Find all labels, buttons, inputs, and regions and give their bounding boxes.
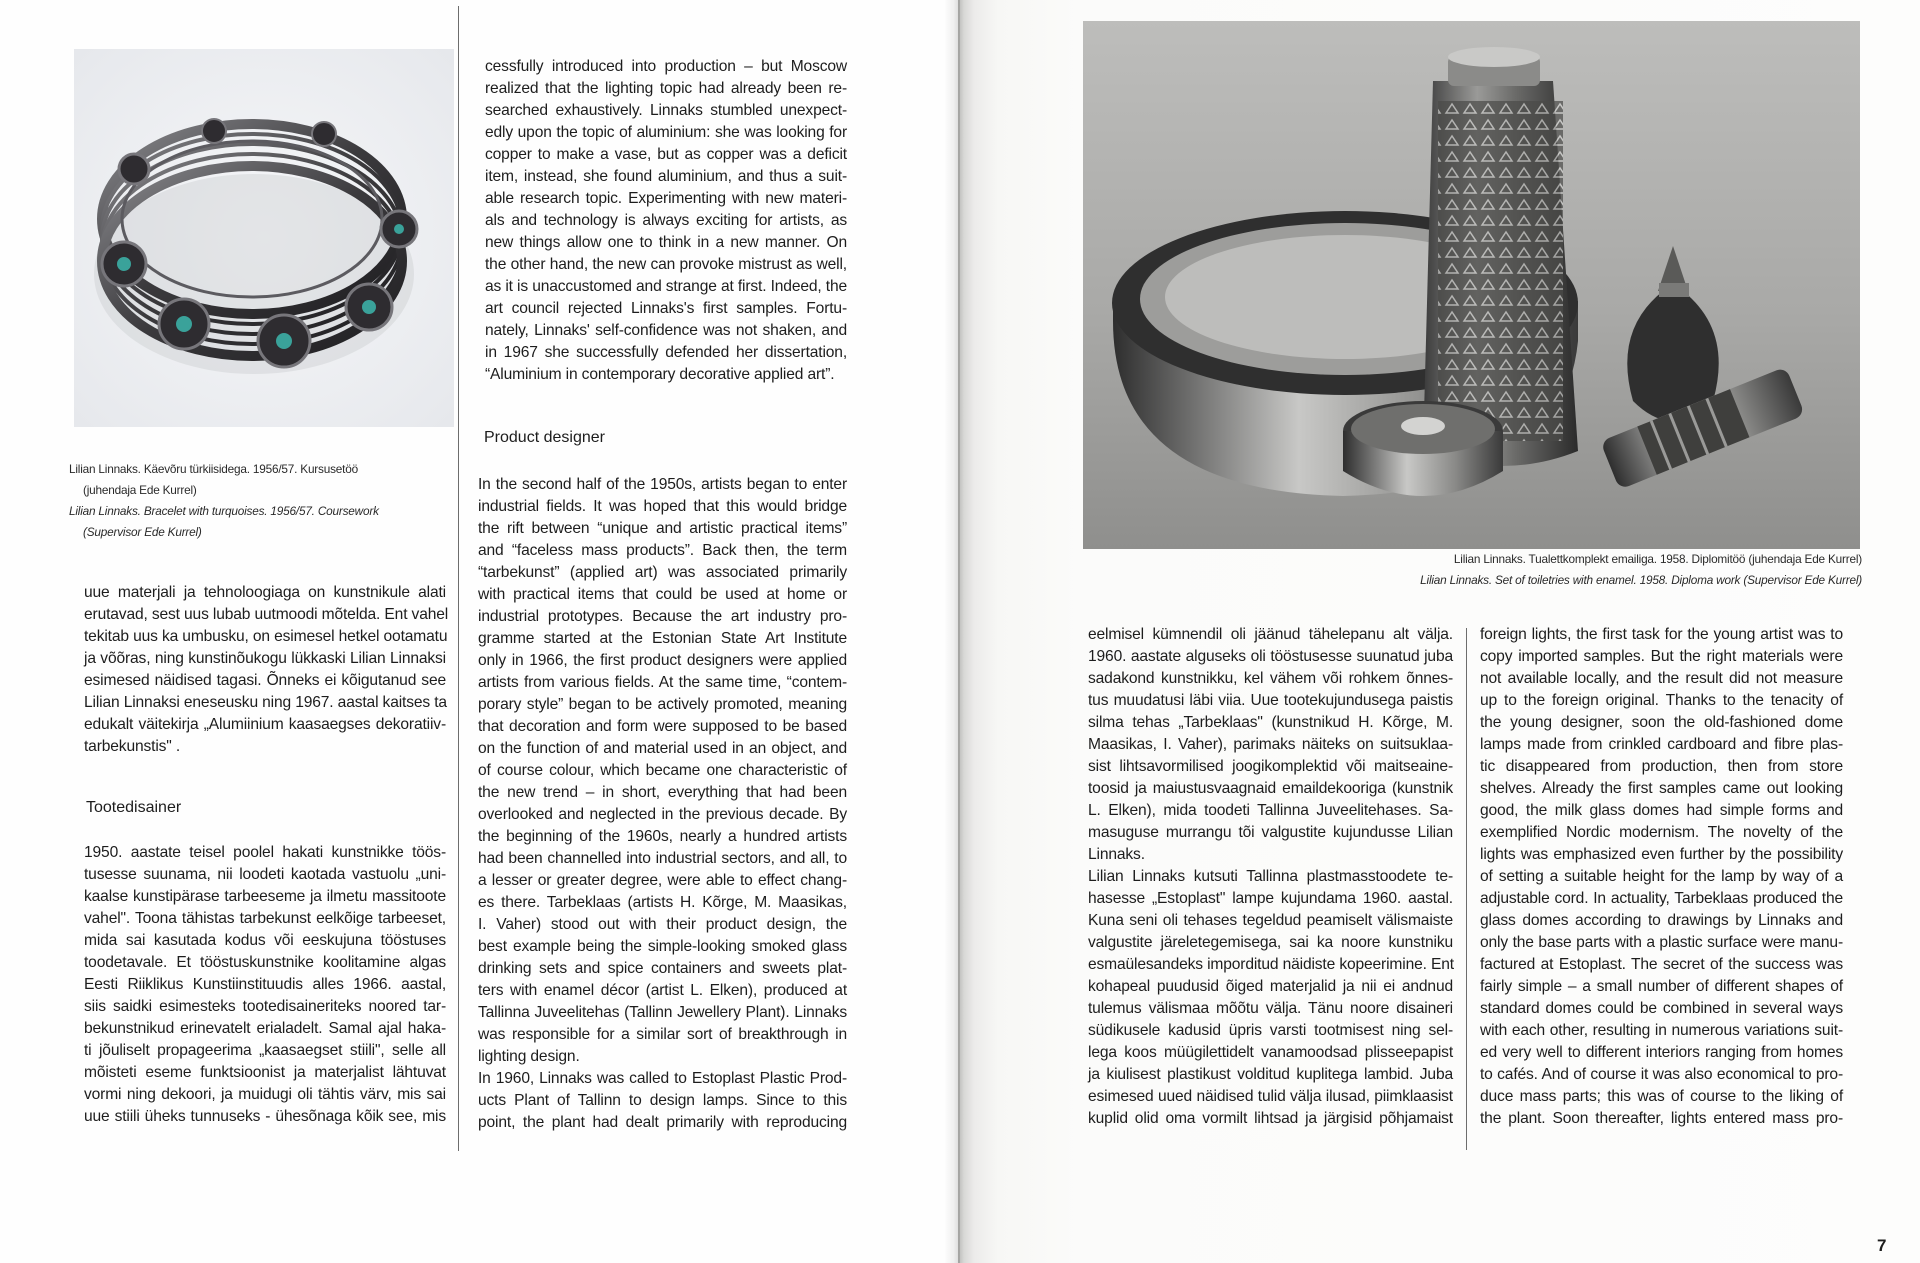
text-line: the other hand, the new can provoke mistrust as well, bbox=[485, 256, 847, 273]
text-line: Maasikas, I. Vaher), parimaks näiteks on suitsuklaa- bbox=[1088, 736, 1453, 753]
text-line: ters with enamel décor (artist L. Elken), produced at bbox=[478, 982, 847, 999]
text-line: best example being the simple-looking smoked glass bbox=[478, 938, 847, 955]
text-line: esimesed uued näidised tulid välja ilusad, piimklaasist bbox=[1088, 1088, 1453, 1105]
column2-paragraph1 bbox=[485, 56, 847, 386]
text-line: up to the foreign original. Thanks to the tenacity of bbox=[1480, 692, 1843, 709]
toiletries-photo bbox=[1083, 21, 1860, 549]
text-line: industrial prototypes. Because the art industry pro- bbox=[478, 608, 847, 625]
caption-et-line: Lilian Linnaks. Käevõru türkiisidega. 1956/57. Kursusetöö bbox=[69, 462, 358, 476]
text-line: lights was emphasized even further by the possibility bbox=[1480, 846, 1843, 863]
text-line: lighting design. bbox=[478, 1048, 580, 1065]
text-line: ucts Plant of Tallinn to design lamps. Since to this bbox=[478, 1092, 847, 1109]
text-line: searched exhaustively. Linnaks stumbled unexpect- bbox=[485, 102, 847, 119]
text-line: es there. Tarbeklaas (artists H. Kõrge, M. Maasikas, bbox=[478, 894, 847, 911]
text-line: kuplid olid oma vormilt lihtsad ja järgisid põhjamaist bbox=[1088, 1110, 1453, 1127]
text-line: mida sai kasutada kodus või eeskujuna tööstuses bbox=[84, 932, 446, 949]
text-line: of course colour, which became one characteristic of bbox=[478, 762, 847, 779]
text-line: hasesse „Estoplast" lampe kujundama 1960. aastal. bbox=[1088, 890, 1453, 907]
text-line: of setting a suitable height for the lamp by way of a bbox=[1480, 868, 1843, 885]
column2-paragraph3 bbox=[478, 1068, 847, 1134]
text-line: art council rejected Linnaks's first samples. Fortu- bbox=[485, 300, 847, 317]
text-line: sadakond kunstnikku, kel vähem või rohkem õnnes- bbox=[1088, 670, 1453, 687]
text-line: glass domes according to drawings by Linnaks and bbox=[1480, 912, 1843, 929]
column-divider bbox=[1466, 628, 1467, 1150]
text-line: was responsible for a similar sort of breakthrough in bbox=[478, 1026, 847, 1043]
text-line: kohapeal puudusid õiged materjalid ja nii ei andnud bbox=[1088, 978, 1453, 995]
text-line: L. Elken), mida toodeti Tallinna Juveelitehases. Sa- bbox=[1088, 802, 1453, 819]
text-line: copy imported samples. But the right materials were bbox=[1480, 648, 1843, 665]
text-line: on the function of and material used in an object, and bbox=[478, 740, 847, 757]
text-line: only the base parts with a plastic surface were manu- bbox=[1480, 934, 1843, 951]
text-line: als and technology is always exciting for artists, as bbox=[485, 212, 847, 229]
text-line: tus muudatusi läbi viia. Uue tootekujundusega paistis bbox=[1088, 692, 1453, 709]
text-line: ja võõras, ning kunstinõukogu lükkaski Lilian Linnaksi bbox=[84, 650, 446, 667]
text-line: only in 1966, the first product designers were applied bbox=[478, 652, 847, 669]
caption-et-line: Lilian Linnaks. Tualettkomplekt emailiga. 1958. Diplomitöö (juhendaja Ede Kurrel) bbox=[1453, 552, 1862, 566]
text-line: that decoration and form were supposed to be based bbox=[478, 718, 847, 735]
text-line: erutavad, sest uus lubab uutmoodi mõtelda. Ent vahel bbox=[84, 606, 449, 623]
text-line: artists from various fields. At the same time, “contem- bbox=[478, 674, 847, 691]
text-line: sist lihtsavormilised joogikomplektid või maitseaine- bbox=[1088, 758, 1453, 775]
text-line: exemplified Nordic modernism. The novelty of the bbox=[1480, 824, 1843, 841]
section-heading-product-designer: Product designer bbox=[484, 429, 605, 446]
text-line: Lilian Linnaks kutsuti Tallinna plastmasstoodete te- bbox=[1088, 868, 1453, 885]
text-line: porary style” began to be actively promoted, meaning bbox=[478, 696, 847, 713]
text-line: drinking sets and spice containers and sweets plat- bbox=[478, 960, 847, 977]
book-gutter bbox=[944, 0, 960, 1263]
bracelet-caption bbox=[69, 459, 379, 543]
page-number: 7 bbox=[1877, 1236, 1887, 1255]
text-line: adjustable cord. In actuality, Tarbeklaas produced the bbox=[1480, 890, 1843, 907]
caption-en-line: (Supervisor Ede Kurrel) bbox=[83, 525, 202, 539]
text-line: lega koos müügilettidelt vanamoodsad plisseepapist bbox=[1088, 1044, 1453, 1061]
text-line: ti jõuliselt propageerima „kaasaegset stiili", selle all bbox=[84, 1042, 446, 1059]
text-line: toodetavale. Et tööstuskunstnike koolitamine algas bbox=[84, 954, 446, 971]
text-line: fairly simple – a small number of different shapes of bbox=[1480, 978, 1843, 995]
text-line: mõisteti eseme funktsioonist ja materjalist lähtuvat bbox=[84, 1064, 446, 1081]
text-line: toosid ja maiustusvaagnaid emaildekooriga (kunstnik bbox=[1088, 780, 1453, 797]
text-line: cessfully introduced into production – but Moscow bbox=[485, 58, 847, 75]
text-line: copper to make a vase, but as copper was a deficit bbox=[485, 146, 847, 163]
column3-paragraph1 bbox=[1088, 624, 1453, 866]
text-line: with each other, resulting in numerous variations suit- bbox=[1480, 1022, 1843, 1039]
text-line: kaalse kunstipärase tarbeeseme ja ilmetu massitoote bbox=[84, 888, 446, 905]
text-line: the new trend – in short, everything that had been bbox=[478, 784, 847, 801]
text-line: the beginning of the 1960s, nearly a hundred artists bbox=[478, 828, 847, 845]
column1-paragraph1 bbox=[84, 582, 449, 758]
text-line: uue stiili üheks tunnuseks - ühesõnaga kõik see, mis bbox=[84, 1108, 446, 1125]
text-line: vahel". Toona tähistas tarbekunst eelkõige tarbeeset, bbox=[84, 910, 446, 927]
text-line: new things allow one to think in a new manner. On bbox=[485, 234, 847, 251]
text-line: tekitab uus ka umbusku, on esimesel hetkel ootamatu bbox=[84, 628, 448, 645]
text-line: In 1960, Linnaks was called to Estoplast Plastic Prod- bbox=[478, 1070, 847, 1087]
text-line: lamps made from crinkled cardboard and fibre plas- bbox=[1480, 736, 1843, 753]
text-line: Eesti Riiklikus Kunstiinstituudis alles 1966. aastal, bbox=[84, 976, 446, 993]
text-line: the young designer, soon the old-fashioned dome bbox=[1480, 714, 1843, 731]
text-line: südikusele kadusid üpris varsti tootmisest ning sel- bbox=[1088, 1022, 1453, 1039]
text-line: 1950. aastate teisel poolel hakati kunstnikke töös- bbox=[84, 844, 446, 861]
column1-paragraph2 bbox=[84, 842, 446, 1128]
text-line: Kuna seni oli tehases tegeldud peamiselt välismaiste bbox=[1088, 912, 1453, 929]
text-line: “Aluminium in contemporary decorative applied art”. bbox=[485, 366, 835, 383]
text-line: Linnaks. bbox=[1088, 846, 1145, 863]
column3-paragraph2 bbox=[1088, 866, 1453, 1130]
text-line: overlooked and neglected in the previous decade. By bbox=[478, 806, 847, 823]
text-line: nately, Linnaks' self-confidence was not shaken, and bbox=[485, 322, 847, 339]
text-line: ed very well to different interiors ranging from homes bbox=[1480, 1044, 1843, 1061]
text-line: shelves. Already the first samples came out looking bbox=[1480, 780, 1843, 797]
caption-en-line: Lilian Linnaks. Set of toiletries with enamel. 1958. Diploma work (Supervisor Ede Kurrel) bbox=[1420, 573, 1862, 587]
caption-et-line: (juhendaja Ede Kurrel) bbox=[83, 483, 197, 497]
caption-en-line: Lilian Linnaks. Bracelet with turquoises. 1956/57. Coursework bbox=[69, 504, 379, 518]
text-line: tarbekunstis" . bbox=[84, 738, 181, 755]
text-line: the rift between “unique and artistic practical items” bbox=[478, 520, 847, 537]
text-line: eelmisel kümnendil oli jäänud tähelepanu alt välja. bbox=[1088, 626, 1453, 643]
text-line: valgustite järeletegemisega, sai ka noore kunstniku bbox=[1088, 934, 1453, 951]
text-line: in 1967 she successfully defended her dissertation, bbox=[485, 344, 847, 361]
text-line: able research topic. Experimenting with new materi- bbox=[485, 190, 847, 207]
text-line: with practical items that could be used at home or bbox=[478, 586, 847, 603]
text-line: good, the milk glass domes had simple forms and bbox=[1480, 802, 1843, 819]
text-line: gramme started at the Estonian State Art Institute bbox=[478, 630, 847, 647]
text-line: tic disappeared from production, then from store bbox=[1480, 758, 1843, 775]
column-divider bbox=[458, 6, 459, 1151]
text-line: edukalt väitekirja „Alumiinium kaasaegses dekoratiiv- bbox=[84, 716, 446, 733]
text-line: In the second half of the 1950s, artists began to enter bbox=[478, 476, 847, 493]
text-line: siis saidki esimesteks tootedisaineriteks noored tar- bbox=[84, 998, 446, 1015]
text-line: realized that the lighting topic had already been re- bbox=[485, 80, 847, 97]
text-line: ja kiulisest plastikust volditud kuplitega lambid. Juba bbox=[1088, 1066, 1453, 1083]
text-line: to cafés. And of course it was also economical to pro- bbox=[1480, 1066, 1843, 1083]
text-line: masuguse murrangu tõi valgustite kujundusse Lilian bbox=[1088, 824, 1453, 841]
text-line: standard domes could be combined in several ways bbox=[1480, 1000, 1843, 1017]
text-line: edly upon the topic of aluminium: she was looking for bbox=[485, 124, 847, 141]
text-line: vormi ning dekoori, ja muidugi oli tähtis värv, mis sai bbox=[84, 1086, 446, 1103]
toiletries-caption bbox=[1300, 549, 1862, 591]
text-line: bekunstnikud erinevatelt erialadelt. Samal ajal haka- bbox=[84, 1020, 446, 1037]
text-line: had been channelled into industrial sectors, and all, to bbox=[478, 850, 847, 867]
text-line: esimesed näidised tagasi. Õnneks ei kõigutanud see bbox=[84, 672, 446, 689]
text-line: item, instead, she found aluminium, and thus a suit- bbox=[485, 168, 847, 185]
column2-paragraph2 bbox=[478, 474, 847, 1068]
text-line: and “faceless mass products”. Back then, the term bbox=[478, 542, 847, 559]
text-line: tusesse suunama, nii loodeti kaotada vastuolu „uni- bbox=[84, 866, 446, 883]
text-line: esmaülesandeks imporditud näidiste kopeerimine. Ent bbox=[1088, 956, 1454, 973]
text-line: uue materjali ja tehnoloogiaga on kunstnikule alati bbox=[84, 584, 446, 601]
text-line: not available locally, and the result did not measure bbox=[1480, 670, 1843, 687]
text-line: duce mass parts; this was of course to the liking of bbox=[1480, 1088, 1843, 1105]
text-line: foreign lights, the first task for the young artist was to bbox=[1480, 626, 1843, 643]
text-line: industrial fields. It was hoped that this would bridge bbox=[478, 498, 847, 515]
text-line: silma tehas „Tarbeklaas" (kunstnikud H. Kõrge, M. bbox=[1088, 714, 1453, 731]
text-line: I. Vaher) stood out with their product design, the bbox=[478, 916, 847, 933]
text-line: the plant. Soon thereafter, lights entered mass pro- bbox=[1480, 1110, 1843, 1127]
text-line: Lilian Linnaksi eneseusku ning 1967. aastal kaitses ta bbox=[84, 694, 447, 711]
column4-paragraph1 bbox=[1480, 624, 1843, 1130]
text-line: factured at Estoplast. The secret of the success was bbox=[1480, 956, 1843, 973]
text-line: Tallinna Juveelitehas (Tallinn Jewellery Plant). Linnaks bbox=[478, 1004, 847, 1021]
text-line: tulemus välismaa mõõtu välja. Tänu noore disaineri bbox=[1088, 1000, 1453, 1017]
text-line: “tarbekunst” (applied art) was associated primarily bbox=[478, 564, 847, 581]
bracelet-photo bbox=[74, 49, 454, 427]
text-line: point, the plant had dealt primarily with reproducing bbox=[478, 1114, 847, 1131]
section-heading-tootedisainer: Tootedisainer bbox=[86, 799, 182, 816]
text-line: 1960. aastate alguseks oli tööstusesse suunatud juba bbox=[1088, 648, 1453, 665]
text-line: a lesser or greater degree, were able to effect chang- bbox=[478, 872, 847, 889]
text-line: as it is unaccustomed and strange at first. Indeed, the bbox=[485, 278, 847, 295]
